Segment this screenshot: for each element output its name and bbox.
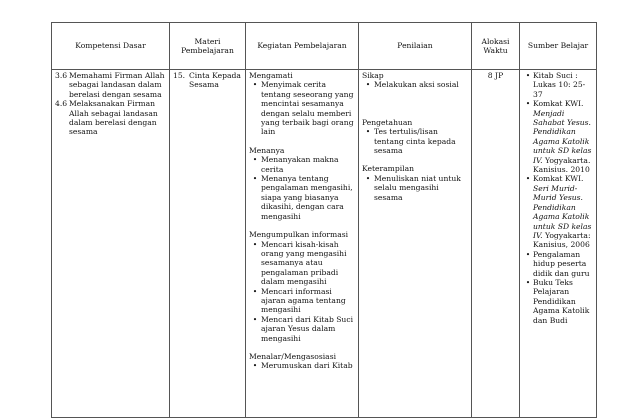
header-kegiatan: Kegiatan Pembelajaran bbox=[246, 23, 359, 70]
list-item: • Menuliskan niat untuk selalu mengasihi sesama bbox=[362, 174, 468, 202]
materi-cell bbox=[170, 70, 246, 418]
list-item: • Mencari informasi ajaran agama tentang mengasihi bbox=[249, 287, 355, 315]
penilaian-section-title: Pengetahuan bbox=[362, 117, 413, 127]
list-item: • Komkat KWI. Seri Murid-Murid Yesus. Pendidikan Agama Katolik untuk SD kelas IV. Yogyakarta: Kanisius, 2006 bbox=[523, 174, 593, 249]
bullet-icon: • bbox=[252, 239, 258, 249]
kompetensi-cell bbox=[52, 70, 170, 418]
kegiatan-section-title: Mengumpulkan informasi bbox=[249, 230, 349, 240]
lesson-plan-table bbox=[51, 22, 597, 418]
materi-number: 15. bbox=[173, 71, 186, 80]
bullet-icon: • bbox=[365, 173, 371, 183]
list-item: • Merumuskan dari Kitab bbox=[249, 361, 355, 370]
bullet-icon: • bbox=[252, 314, 258, 324]
bullet-icon: • bbox=[525, 99, 531, 109]
list-item: • Pengalaman hidup peserta didik dan guru bbox=[523, 250, 593, 278]
bullet-icon: • bbox=[365, 80, 371, 90]
bullet-icon: • bbox=[252, 361, 258, 371]
list-item: • Buku Teks Pelajaran Pendidikan Agama Katolik dan Budi bbox=[523, 278, 593, 325]
kompetensi-number: 4.6 bbox=[55, 99, 68, 109]
kompetensi-text: Memahami Firman Allah sebagai landasan dalam berelasi dengan sesama bbox=[69, 71, 165, 99]
bullet-icon: • bbox=[252, 155, 258, 165]
list-item: • Kitab Suci : Lukas 10: 25-37 bbox=[523, 71, 593, 99]
bullet-icon: • bbox=[365, 127, 371, 137]
sumber-cell bbox=[520, 70, 597, 418]
list-item: • Menanya tentang pengalaman mengasihi, siapa yang biasanya dikasihi, dengan cara mengasihi bbox=[249, 174, 355, 221]
header-penilaian: Penilaian bbox=[359, 23, 472, 70]
bullet-icon: • bbox=[525, 174, 531, 184]
bullet-icon: • bbox=[525, 71, 531, 80]
table-row bbox=[52, 70, 597, 418]
header-sumber: Sumber Belajar bbox=[520, 23, 597, 70]
kegiatan-section-title: Menanya bbox=[249, 145, 285, 155]
list-item: • Melakukan aksi sosial bbox=[362, 80, 468, 89]
bullet-icon: • bbox=[252, 80, 258, 90]
list-item: • Tes tertulis/lisan tentang cinta kepada sesama bbox=[362, 127, 468, 155]
kegiatan-cell bbox=[246, 70, 359, 418]
kompetensi-item bbox=[55, 71, 166, 99]
header-row bbox=[52, 23, 597, 70]
kompetensi-text: Melaksanakan Firman Allah sebagai landasan dalam berelasi dengan sesama bbox=[69, 99, 158, 137]
bullet-icon: • bbox=[525, 277, 531, 287]
header-kompetensi: Kompetensi Dasar bbox=[52, 23, 170, 70]
list-item: • Menanyakan makna cerita bbox=[249, 155, 355, 174]
alokasi-cell: 8 JP bbox=[472, 70, 520, 418]
materi-text: Cinta Kepada Sesama bbox=[189, 71, 241, 90]
kegiatan-section-title: Menalar/Mengasosiasi bbox=[249, 351, 337, 361]
penilaian-section-title: Keterampilan bbox=[362, 164, 415, 174]
kompetensi-number: 3.6 bbox=[55, 71, 68, 80]
penilaian-cell bbox=[359, 70, 472, 418]
kegiatan-section-title: Mengamati bbox=[249, 71, 293, 80]
list-item: • Menyimak cerita tentang seseorang yang mencintai sesamanya dengan selalu memberi yang terbaik bagi orang lain bbox=[249, 80, 355, 136]
bullet-icon: • bbox=[252, 174, 258, 184]
penilaian-section-title: Sikap bbox=[362, 71, 384, 80]
list-item: • Komkat KWI. Menjadi Sahabat Yesus. Pendidikan Agama Katolik untuk SD kelas IV. Yogyakarta. Kanisius. 2010 bbox=[523, 99, 593, 174]
header-materi: Materi Pembelajaran bbox=[170, 23, 246, 70]
kompetensi-item bbox=[55, 99, 166, 137]
list-item: • Mencari kisah-kisah orang yang mengasihi sesamanya atau pengalaman pribadi dalam mengasihi bbox=[249, 240, 355, 287]
bullet-icon: • bbox=[525, 249, 531, 259]
list-item: • Mencari dari Kitab Suci ajaran Yesus dalam mengasihi bbox=[249, 315, 355, 343]
bullet-icon: • bbox=[252, 286, 258, 296]
header-alokasi: Alokasi Waktu bbox=[472, 23, 520, 70]
